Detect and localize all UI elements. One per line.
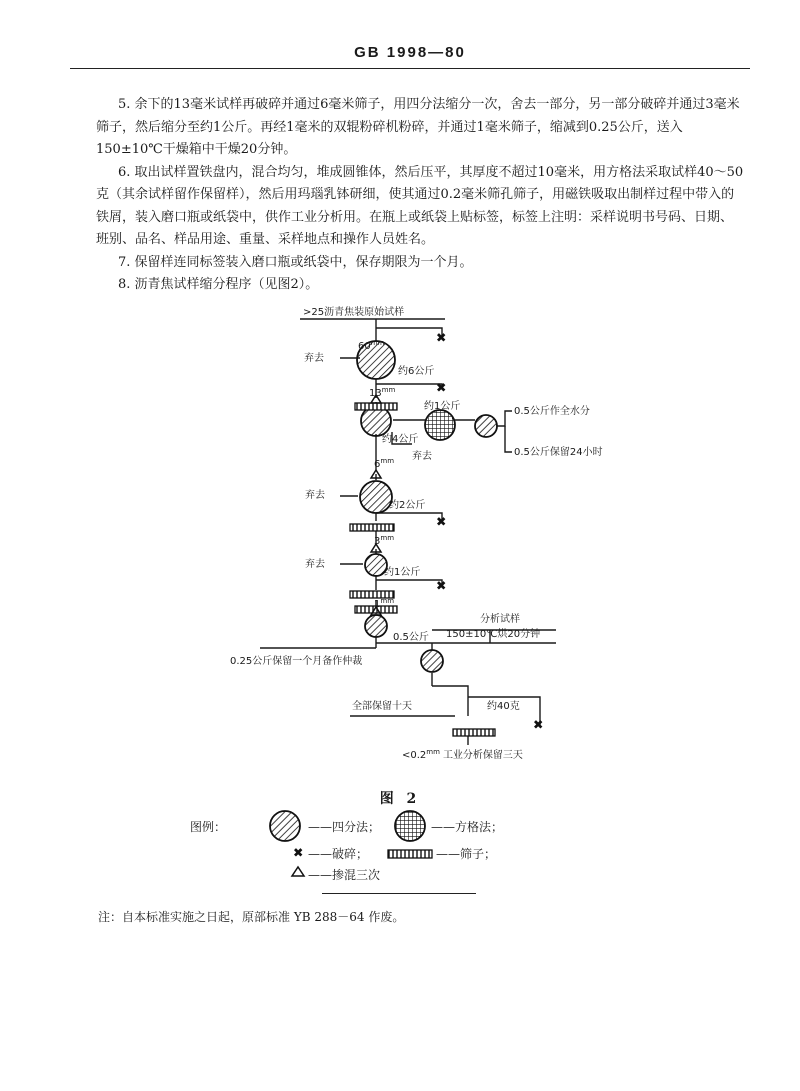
legend-grid-symbol: [395, 811, 425, 841]
legend-title: 图例：: [190, 820, 227, 834]
about-1kg-a: 约1公斤: [424, 401, 461, 412]
top-label: >25沥青焦装原始试样: [303, 307, 405, 318]
keep-ten-label: 全部保留十天: [352, 701, 412, 712]
final-label: $<0.2^{mm}$ 工业分析保留三天: [402, 748, 523, 761]
paragraph-7: 7. 保留样连同标签装入磨口瓶或纸袋中，保存期限为一个月。: [118, 254, 473, 270]
paragraph-5: 5. 余下的13毫米试样再破碎并通过6毫米筛子，用四分法缩分一次，舍去一部分，另一部分破碎并通过3毫米筛子，然后缩分至约1公斤。再经1毫米的双辊粉碎机粉碎，并通过1毫米筛子，缩减到0.25公斤，送入150±10℃干燥箱中干燥20分钟。: [96, 97, 740, 157]
size-1: $1^{mm}$: [374, 597, 395, 610]
quarter-circle-5: [365, 615, 387, 637]
sieve-02mm: [453, 729, 495, 736]
grid-circle-1: [425, 410, 455, 440]
legend-sieve-symbol: [388, 850, 432, 858]
legend-quarter-text: ——四分法；: [308, 820, 381, 834]
size-60: $60^{mm}$: [358, 339, 385, 352]
figure-caption: 图 2: [379, 791, 421, 807]
legend-mix-text: ——掺混三次: [308, 868, 381, 882]
about-1kg-b: 约1公斤: [384, 567, 421, 578]
discard-label-1: 弃去: [304, 353, 324, 364]
note-rule: [322, 893, 476, 894]
size-6: $6^{mm}$: [374, 457, 395, 470]
discard-label-2: 弃去: [412, 451, 432, 462]
legend-crush-text: ——破碎；: [308, 847, 369, 861]
about-2kg: 约2公斤: [389, 500, 426, 511]
crush-mark: ✕: [437, 383, 446, 394]
keep24-label: 0.5公斤保留24小时: [514, 447, 603, 458]
page-header: GB 1998—80: [354, 44, 466, 61]
paragraph-6: 6. 取出试样置铁盘内，混合均匀，堆成圆锥体，然后压平，其厚度不超过10毫米，用方格法采取试样40～50克（其余试样留作保留样），然后用玛瑙乳钵研细，使其通过0.2毫米筛孔筛子，用磁铁吸取出制样过程中带入的铁屑，装入磨口瓶或纸袋中，供作工业分析用。在瓶上或纸袋上贴标签，标签上注明：采样说明书号码、日期、班别、品名、样品用途、重量、采样地点和操作人员姓名。: [96, 164, 744, 247]
legend-grid-text: ——方格法；: [431, 820, 504, 834]
legend-sieve-text: ——筛子；: [436, 847, 497, 861]
quarter-circle-6: [421, 650, 443, 672]
about-40g: 约40克: [487, 701, 520, 712]
size-13: $13^{mm}$: [369, 386, 396, 399]
footnote: 注：自本标准实施之日起，原部标准 YB 288－64 作废。: [98, 910, 405, 924]
discard-label-4: 弃去: [305, 559, 325, 570]
about-4kg: 约4公斤: [382, 434, 419, 445]
drying-label: 150±10℃烘20分钟: [446, 629, 541, 640]
crush-mark: ✕: [437, 581, 446, 592]
analysis-label: 分析试样: [480, 614, 520, 625]
quarter-circle-3: [360, 481, 392, 513]
half-kg-label: 0.5公斤: [393, 632, 429, 643]
legend-quarter-symbol: [270, 811, 300, 841]
crush-mark: ✕: [437, 333, 446, 344]
paragraph-8: 8. 沥青焦试样缩分程序（见图2）。: [118, 277, 319, 292]
sieve-13mm: [355, 403, 397, 410]
discard-label-3: 弃去: [305, 490, 325, 501]
size-3: $3^{mm}$: [374, 534, 395, 547]
crush-mark: ✕: [437, 517, 446, 528]
legend-mix-symbol: [292, 867, 304, 876]
quarter-circle-7: [475, 415, 497, 437]
moisture-label: 0.5公斤作全水分: [514, 406, 590, 417]
sieve-6mm: [350, 524, 394, 531]
about-6kg: 约6公斤: [398, 366, 435, 377]
keep-month-label: 0.25公斤保留一个月备作仲裁: [230, 656, 363, 667]
crush-mark: ✕: [534, 720, 543, 731]
legend-crush-symbol: ✕: [294, 848, 303, 859]
